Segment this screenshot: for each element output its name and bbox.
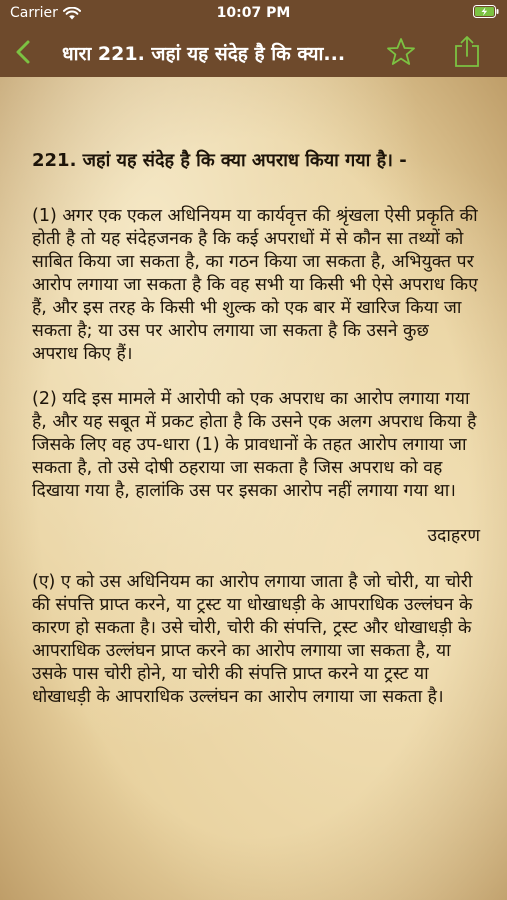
status-time: 10:07 PM — [216, 5, 291, 21]
status-bar — [0, 0, 507, 28]
page-title: धारा 221. जहां यह संदेह है कि क्या... — [62, 43, 346, 65]
share-icon[interactable] — [452, 34, 482, 68]
section-heading: 221. जहां यह संदेह है कि क्या अपराध किया गया है। - — [32, 150, 407, 171]
paragraph-1: (1) अगर एक एकल अधिनियम या कार्यवृत्त की श्रृंखला ऐसी प्रकृति की होती है तो यह संदेहजनक है कि कई अपराधों में से कौन सा तथ्यों को साबित किया जा सकता है, का गठन किया जा सकता है, अभियुक्त पर आरोप लगाया जा सकता है कि वह सभी या किसी भी ऐसे अपराध किए हैं, और इस तरह के किसी भी शुल्क को एक बार में खारिज किया जा सकता है; या उस पर आरोप लगाया जा सकता है कि उसने कुछ अपराध किए हैं। — [32, 206, 478, 364]
battery-charging-icon — [473, 5, 499, 18]
parchment-content-area[interactable] — [0, 77, 507, 900]
app-header — [0, 0, 507, 77]
example-paragraph: (ए) ए को उस अधिनियम का आरोप लगाया जाता है जो चोरी, या चोरी की संपत्ति प्राप्त करने, या ट्रस्ट या धोखाधड़ी के आपराधिक उल्लंघन के कारण हो सकता है। उसे चोरी, चोरी की संपत्ति, ट्रस्ट और धोखाधड़ी के आपराधिक उल्लंघन प्राप्त करने का आरोप लगाया जा सकता है, या उसके पास चोरी होने, या चोरी की संपत्ति प्राप्त करने या ट्रस्ट या धोखाधड़ी के आपराधिक उल्लंघन का आरोप लगाया जा सकता है। — [32, 572, 473, 707]
carrier-label: Carrier — [10, 5, 58, 21]
chevron-left-icon[interactable] — [9, 37, 39, 67]
star-outline-icon[interactable] — [385, 36, 417, 68]
section-text — [32, 149, 480, 731]
navigation-bar — [0, 28, 507, 77]
example-heading: उदाहरण — [427, 526, 480, 546]
paragraph-2: (2) यदि इस मामले में आरोपी को एक अपराध का आरोप लगाया गया है, और यह सबूत में प्रकट होता है कि उसने एक अलग अपराध किया है जिसके लिए वह उप-धारा (1) के प्रावधानों के तहत आरोप लगाया जा सकता है, तो उसे दोषी ठहराया जा सकता है जिस अपराध को वह दिखाया गया है, हालांकि उस पर इसका आरोप नहीं लगाया गया था। — [32, 389, 477, 501]
